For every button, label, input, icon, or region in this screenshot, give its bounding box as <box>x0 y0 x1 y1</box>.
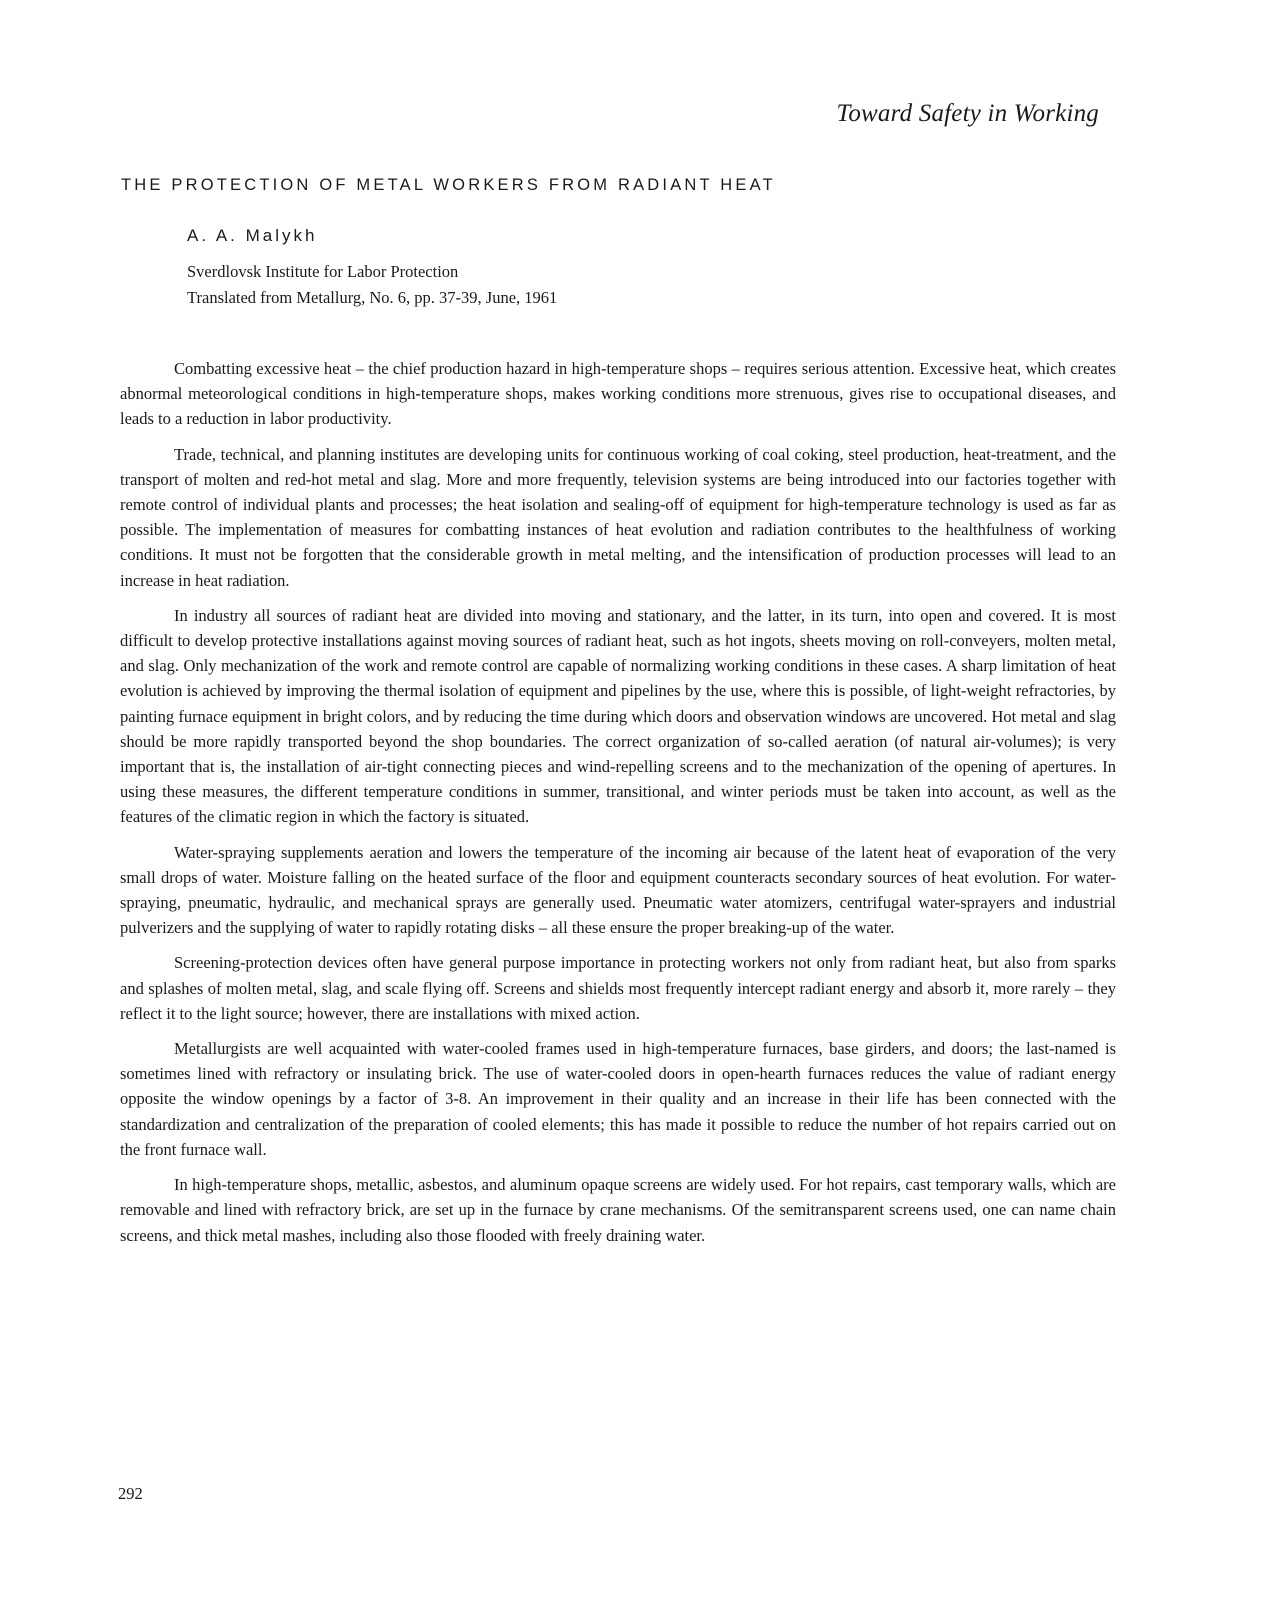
running-head: Toward Safety in Working <box>836 100 1099 127</box>
article-title: THE PROTECTION OF METAL WORKERS FROM RADIANT HEAT <box>121 176 776 194</box>
author-affiliation: Sverdlovsk Institute for Labor Protection <box>187 262 459 281</box>
paragraph: Water-spraying supplements aeration and lowers the temperature of the incoming air because of the latent heat of evaporation of the very small drops of water. Moisture falling on the heated surface of the floor and equipment counteracts secondary sources of heat evolution. For water-spraying, pneumatic, hydraulic, and mechanical sprays are generally used. Pneumatic water atomizers, centrifugal water-sprayers and industrial pulverizers and the supplying of water to rapidly rotating disks – all these ensure the proper breaking-up of the water. <box>120 842 1116 938</box>
paragraph: In industry all sources of radiant heat are divided into moving and stationary, and the latter, in its turn, into open and covered. It is most difficult to develop protective installations against moving sources of radiant heat, such as hot ingots, sheets moving on roll-conveyers, molten metal, and slag. Only mechanization of the work and remote control are capable of normalizing working conditions in these cases. A sharp limitation of heat evolution is achieved by improving the thermal isolation of equipment and pipelines by the use, where this is possible, of light-weight refractories, by painting furnace equipment in bright colors, and by reducing the time during which doors and observation windows are uncovered. Hot metal and slag should be more rapidly transported beyond the shop boundaries. The correct organization of so-called aeration (of natural air-volumes); is very important that is, the installation of air-tight connecting pieces and wind-repelling screens and to the mechanization of the opening of apertures. In using these measures, the different temperature conditions in summer, transitional, and winter periods must be taken into account, as well as the features of the climatic region in which the factory is situated. <box>120 605 1116 827</box>
paragraph: Trade, technical, and planning institutes are developing units for continuous working of coal coking, steel production, heat-treatment, and the transport of molten and red-hot metal and slag. More and more frequently, television systems are being introduced into our factories together with remote control of individual plants and processes; the heat isolation and sealing-off of equipment for high-temperature technology is used as far as possible. The implementation of measures for combatting instances of heat evolution and radiation contributes to the healthfulness of working conditions. It must not be forgotten that the considerable growth in metal melting, and the intensification of production processes will lead to an increase in heat radiation. <box>120 444 1116 590</box>
page-number: 292 <box>118 1484 143 1503</box>
paragraph: Screening-protection devices often have general purpose importance in protecting workers not only from radiant heat, but also from sparks and splashes of molten metal, slag, and scale flying off. Screens and shields most frequently intercept radiant energy and absorb it, more rarely – they reflect it to the light source; however, there are installations with mixed action. <box>120 953 1116 1023</box>
paragraph: Metallurgists are well acquainted with water-cooled frames used in high-temperature furnaces, base girders, and doors; the last-named is sometimes lined with refractory or insulating brick. The use of water-cooled doors in open-hearth furnaces reduces the value of radiant energy opposite the window openings by a factor of 3-8. An improvement in their quality and an increase in their life has been connected with the standardization and centralization of the preparation of cooled elements; this has made it possible to reduce the number of hot repairs carried out on the front furnace wall. <box>120 1039 1116 1159</box>
article-body <box>120 356 1116 1258</box>
paragraph: Combatting excessive heat – the chief production hazard in high-temperature shops – requires serious attention. Excessive heat, which creates abnormal meteorological conditions in high-temperature shops, makes working conditions more strenuous, gives rise to occupational diseases, and leads to a reduction in labor productivity. <box>120 359 1116 429</box>
author-name: A. A. Malykh <box>187 226 318 245</box>
paragraph: In high-temperature shops, metallic, asbestos, and aluminum opaque screens are widely used. For hot repairs, cast temporary walls, which are removable and lined with refractory brick, are set up in the furnace by crane mechanisms. Of the semitransparent screens used, one can name chain screens, and thick metal mashes, including also those flooded with freely draining water. <box>120 1175 1116 1245</box>
translation-note: Translated from Metallurg, No. 6, pp. 37-39, June, 1961 <box>187 288 558 307</box>
